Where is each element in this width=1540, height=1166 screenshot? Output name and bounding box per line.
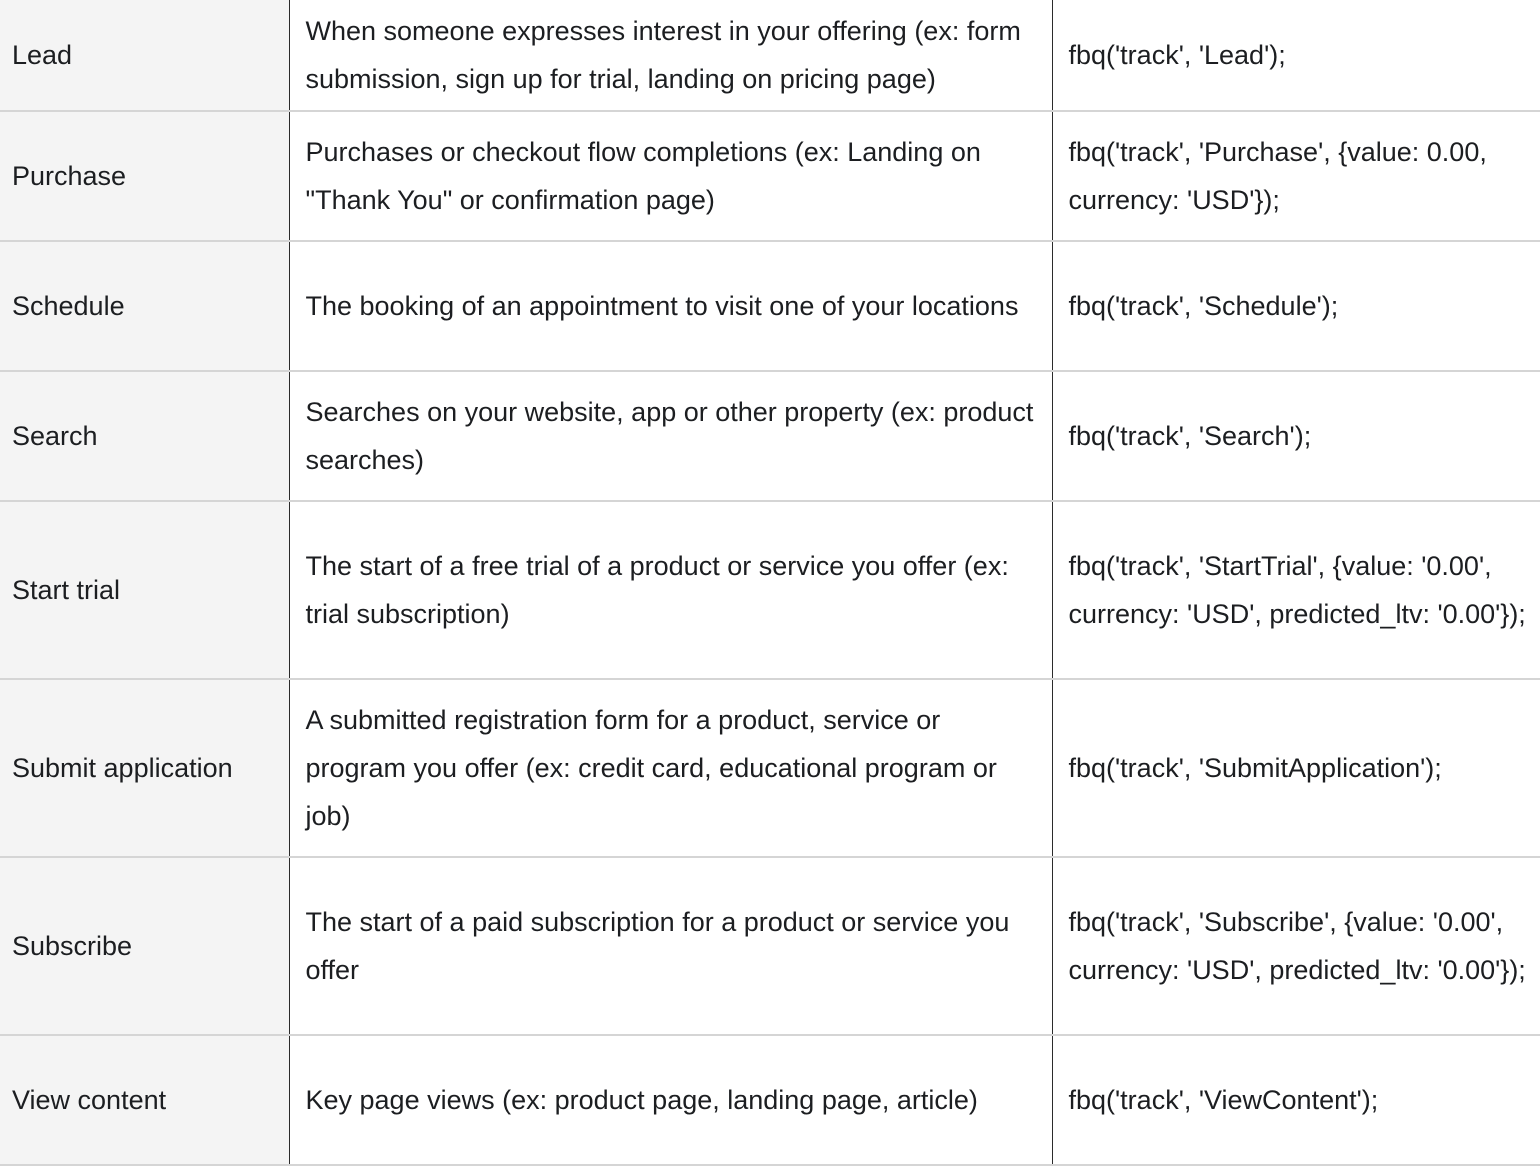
event-name: Start trial [0,501,289,679]
table-row [0,371,1540,501]
event-description: Searches on your website, app or other property (ex: product searches) [289,371,1052,501]
event-description: The start of a paid subscription for a product or service you offer [289,857,1052,1035]
table-row [0,111,1540,241]
event-description: Key page views (ex: product page, landing page, article) [289,1035,1052,1165]
event-name: Lead [0,0,289,111]
table-row [0,501,1540,679]
table-row [0,857,1540,1035]
event-description: Purchases or checkout flow completions (ex: Landing on "Thank You" or confirmation page) [289,111,1052,241]
event-name: Purchase [0,111,289,241]
event-code: fbq('track', 'Subscribe', {value: '0.00', currency: 'USD', predicted_ltv: '0.00'}); [1052,857,1540,1035]
event-name: Submit application [0,679,289,857]
event-description: The start of a free trial of a product or service you offer (ex: trial subscription) [289,501,1052,679]
event-code: fbq('track', 'ViewContent'); [1052,1035,1540,1165]
event-code: fbq('track', 'Schedule'); [1052,241,1540,371]
event-code: fbq('track', 'SubmitApplication'); [1052,679,1540,857]
event-code: fbq('track', 'StartTrial', {value: '0.00', currency: 'USD', predicted_ltv: '0.00'}); [1052,501,1540,679]
event-code: fbq('track', 'Search'); [1052,371,1540,501]
event-name: Schedule [0,241,289,371]
event-name: Search [0,371,289,501]
event-name: View content [0,1035,289,1165]
event-description: When someone expresses interest in your offering (ex: form submission, sign up for trial, landing on pricing page) [289,0,1052,111]
event-description: A submitted registration form for a product, service or program you offer (ex: credit card, educational program or job) [289,679,1052,857]
event-code: fbq('track', 'Lead'); [1052,0,1540,111]
table-row [0,0,1540,111]
event-name: Subscribe [0,857,289,1035]
table-row [0,1035,1540,1165]
event-description: The booking of an appointment to visit one of your locations [289,241,1052,371]
table-row [0,679,1540,857]
event-code: fbq('track', 'Purchase', {value: 0.00, currency: 'USD'}); [1052,111,1540,241]
table-row [0,241,1540,371]
